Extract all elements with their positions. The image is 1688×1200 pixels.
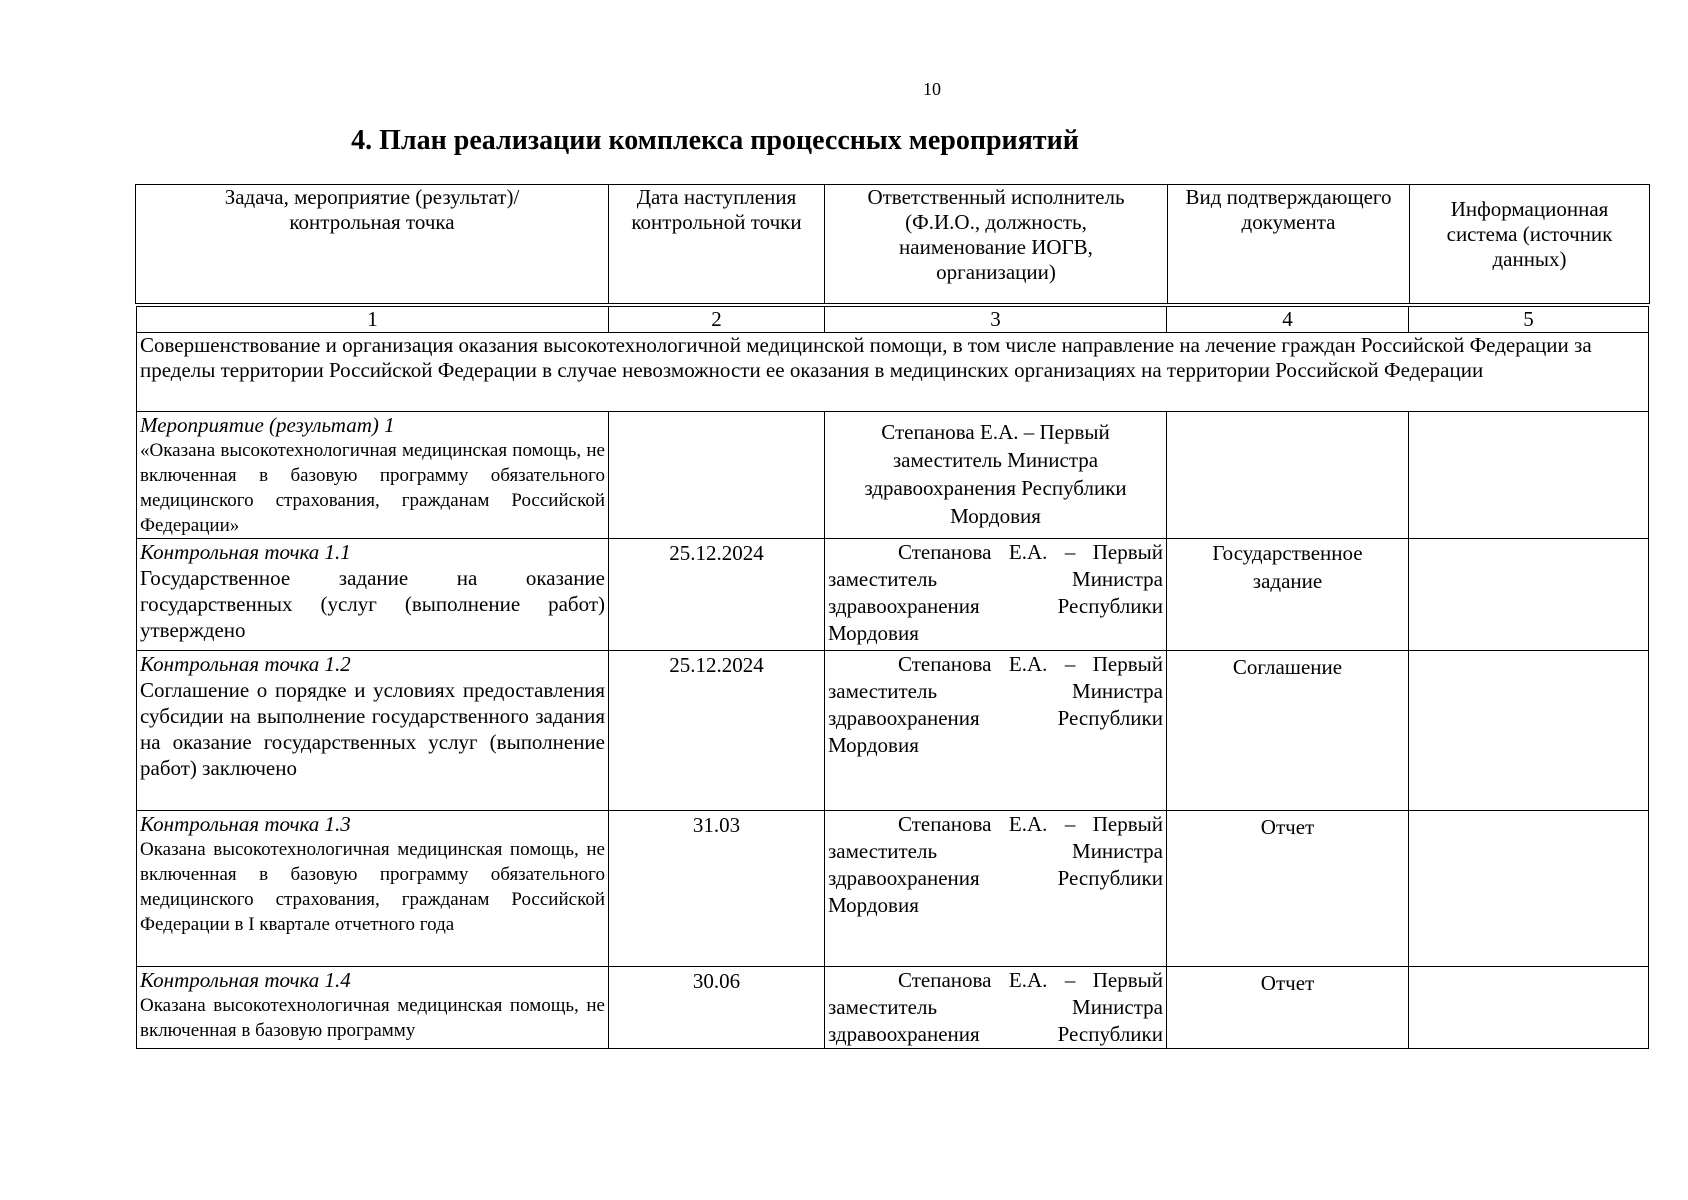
row-label: Контрольная точка 1.2	[140, 652, 351, 676]
date-cell	[609, 539, 825, 651]
header-date: Дата наступления контрольной точки	[609, 185, 825, 304]
document-type: Соглашение	[1232, 655, 1343, 679]
header-system: Информационная система (источник данных)	[1410, 185, 1650, 304]
column-numbers-row	[137, 307, 1649, 333]
document-type: Государственное задание	[1212, 541, 1363, 593]
task-cell	[137, 412, 609, 539]
document-cell	[1167, 539, 1409, 651]
column-number: 5	[1409, 307, 1649, 333]
header-table	[135, 184, 1650, 304]
task-cell	[137, 539, 609, 651]
date-value: 25.12.2024	[669, 653, 764, 677]
header-executor: Ответственный исполнитель (Ф.И.О., должность, наименование ИОГВ, организации)	[825, 185, 1168, 304]
executor-cell	[825, 651, 1167, 811]
executor-text: Степанова Е.А. – Первый заместитель Министра здравоохранения Республики Мордовия	[828, 540, 1163, 645]
row-text: Соглашение о порядке и условиях предоставления субсидии на выполнение государственного задания на оказание государственных услуг (выполнение работ) заключено	[140, 678, 605, 780]
system-cell	[1409, 811, 1649, 967]
document-cell	[1167, 651, 1409, 811]
column-number: 4	[1167, 307, 1409, 333]
table-row	[137, 651, 1649, 811]
row-label: Контрольная точка 1.3	[140, 812, 351, 836]
system-cell	[1409, 539, 1649, 651]
document-cell	[1167, 967, 1409, 1049]
section-row	[137, 333, 1649, 412]
page-number: 10	[923, 79, 941, 99]
task-cell	[137, 967, 609, 1049]
document-cell	[1167, 811, 1409, 967]
document-title: 4. План реализации комплекса процессных мероприятий	[351, 125, 1079, 156]
column-number: 3	[825, 307, 1167, 333]
row-label: Мероприятие (результат) 1	[140, 413, 395, 437]
executor-cell	[825, 412, 1167, 539]
document-type: Отчет	[1260, 971, 1315, 995]
row-text: Оказана высокотехнологичная медицинская помощь, не включенная в базовую программу обязательного медицинского страхования, гражданам Российской Федерации в I квартале отчетного года	[140, 839, 605, 935]
executor-text: Степанова Е.А. – Первый заместитель Министра здравоохранения Республики Мордовия	[828, 652, 1163, 757]
header-task: Задача, мероприятие (результат)/контрольная точка	[136, 185, 609, 304]
date-value: 31.03	[692, 813, 741, 837]
table-row	[137, 967, 1649, 1049]
executor-cell	[825, 539, 1167, 651]
executor-cell	[825, 967, 1167, 1049]
system-cell	[1409, 412, 1649, 539]
table-row	[137, 412, 1649, 539]
executor-text: Степанова Е.А. – Первый заместитель Министра здравоохранения Республики	[828, 968, 1163, 1046]
date-cell	[609, 967, 825, 1049]
document-cell	[1167, 412, 1409, 539]
row-text: Государственное задание на оказание государственных (услуг (выполнение работ) утверждено	[140, 566, 605, 642]
date-value: 25.12.2024	[669, 541, 764, 565]
row-text: «Оказана высокотехнологичная медицинская помощь, не включенная в базовую программу обязательного медицинского страхования, гражданам Российской Федерации»	[140, 440, 605, 536]
executor-text: Степанова Е.А. – Первый заместитель Министра здравоохранения Республики Мордовия	[828, 812, 1163, 917]
task-cell	[137, 811, 609, 967]
plan-table	[136, 306, 1649, 1049]
table-row	[137, 811, 1649, 967]
document-type: Отчет	[1260, 815, 1315, 839]
date-cell	[609, 651, 825, 811]
header-document: Вид подтверждающего документа	[1168, 185, 1410, 304]
row-label: Контрольная точка 1.1	[140, 540, 351, 564]
column-number: 1	[137, 307, 609, 333]
task-cell	[137, 651, 609, 811]
header-row	[136, 185, 1650, 304]
executor-cell	[825, 811, 1167, 967]
date-cell	[609, 811, 825, 967]
section-title: Совершенствование и организация оказания высокотехнологичной медицинской помощи, в том числе направление на лечение граждан Российской Федерации за пределы территории Российской Федерации в случае невозможности ее оказания в медицинских организациях на территории Российской Федерации	[137, 333, 1649, 412]
row-text: Оказана высокотехнологичная медицинская помощь, не включенная в базовую программу	[140, 995, 605, 1041]
system-cell	[1409, 967, 1649, 1049]
date-cell	[609, 412, 825, 539]
row-label: Контрольная точка 1.4	[140, 968, 351, 992]
table-row	[137, 539, 1649, 651]
system-cell	[1409, 651, 1649, 811]
column-number: 2	[609, 307, 825, 333]
date-value: 30.06	[692, 969, 741, 993]
executor-text: Степанова Е.А. – Первый заместитель Министра здравоохранения Республики Мордовия	[864, 420, 1127, 528]
